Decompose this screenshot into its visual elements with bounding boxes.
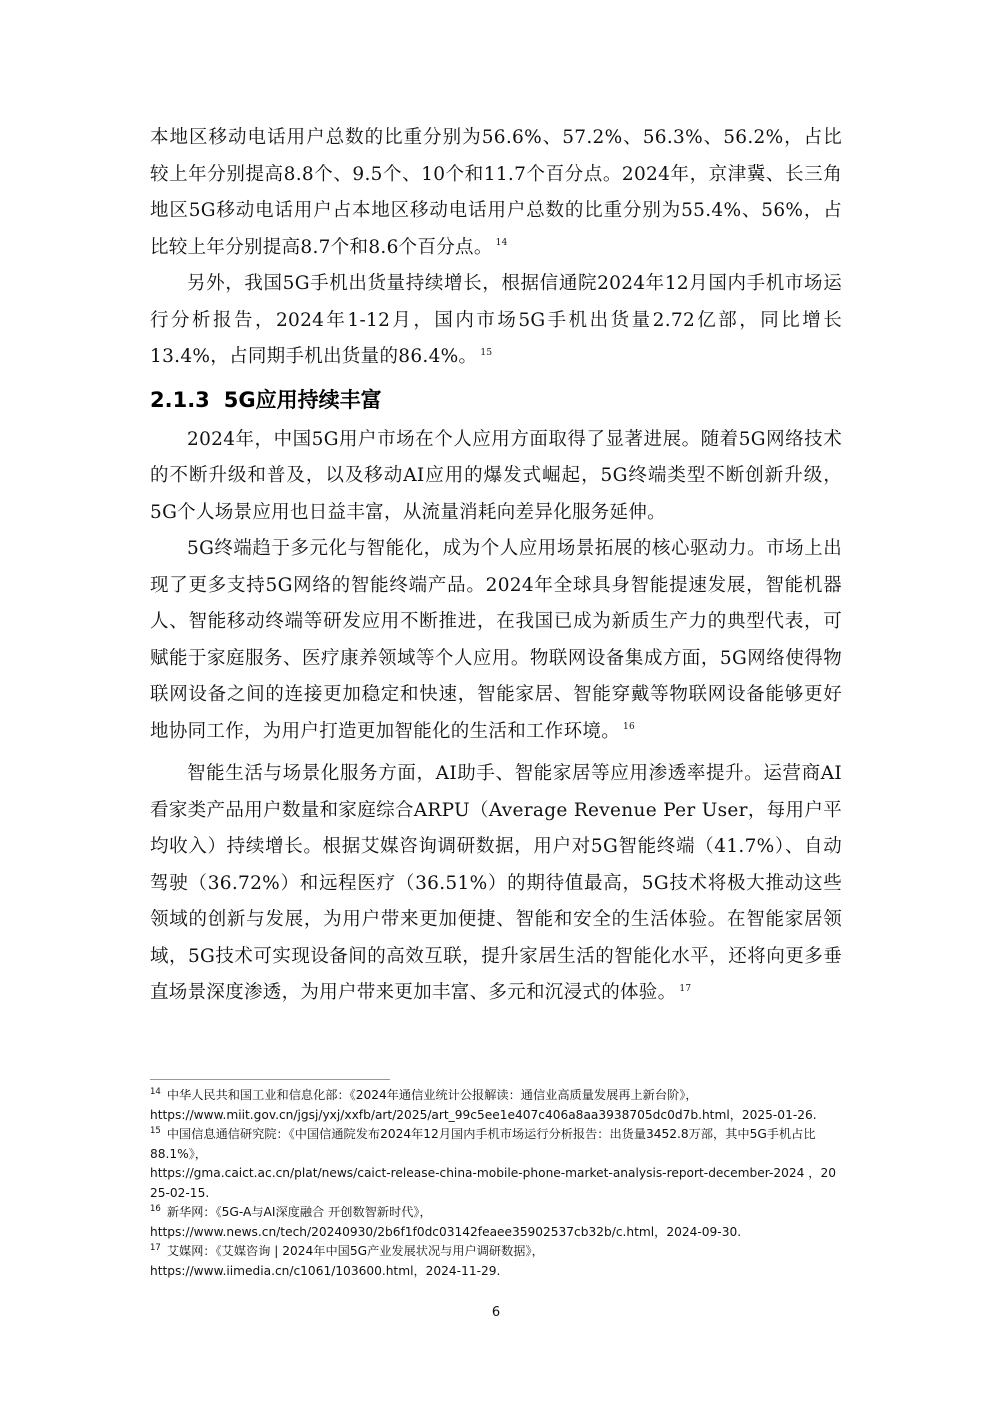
footnote-15: $^{15}$ 中国信息通信研究院：《中国信通院发布2024年12月国内手机市场运行分析报告：出货量3452.8万部，其中5G手机占比88.1%》， https://gma.caict.ac.cn/plat/news/caict-release-china-mobile-phone-market-analysis-report-december-2024 ，2025-02-15. — [150, 1125, 836, 1200]
footnote-ref-14[interactable]: 14 — [495, 238, 508, 249]
paragraph-4: 5G终端趋于多元化与智能化，成为个人应用场景拓展的核心驱动力。市场上出现了更多支持5G网络的智能终端产品。2024年全球具身智能提速发展，智能机器人、智能移动终端等研发应用不断推进，在我国已成为新质生产力的典型代表，可赋能于家庭服务、医疗康养领域等个人应用。物联网设备集成方面，5G网络使得物联网设备之间的连接更加稳定和快速，智能家居、智能穿戴等物联网设备能够更好地协同工作，为用户打造更加智能化的生活和工作环境。 $^{16}$ — [150, 538, 842, 742]
section-heading — [150, 382, 842, 418]
paragraph-2: 另外，我国5G手机出货量持续增长，根据信通院2024年12月国内手机市场运行分析报告，2024年1-12月，国内市场5G手机出货量2.72亿部，同比增长13.4%，占同期手机出货量的86.4%。 $^{15}$ — [150, 273, 842, 367]
page-number: 6 — [491, 1305, 501, 1320]
footnotes — [150, 1086, 842, 1281]
section-number: 2.1.3 — [150, 387, 210, 412]
footnote-link[interactable]: https://www.news.cn/tech/20240930/2b6f1f0dc03142feaee35902537cb32b/c.html，2024-09-30. — [150, 1224, 742, 1239]
footnote-link[interactable]: https://www.iimedia.cn/c1061/103600.html，2024-11-29. — [150, 1263, 501, 1278]
footnote-link[interactable]: https://www.miit.gov.cn/jgsj/yxj/xxfb/art/2025/art_99c5ee1e407c406a8aa3938705dc0d7b.html，2025-01-26. — [150, 1107, 817, 1122]
footnote-17: $^{17}$ 艾媒网：《艾媒咨询 | 2024年中国5G产业发展状况与用户调研数据》， https://www.iimedia.cn/c1061/103600.html，2024-11-29. — [150, 1242, 544, 1278]
footnote-ref-15[interactable]: 15 — [480, 347, 493, 358]
document-body — [150, 120, 842, 1012]
paragraph-5: 智能生活与场景化服务方面，AI助手、智能家居等应用渗透率提升。运营商AI看家类产品用户数量和家庭综合ARPU（Average Revenue Per User，每用户平均收入）持续增长。根据艾媒咨询调研数据，用户对5G智能终端（41.7%）、自动驾驶（36.72%）和远程医疗（36.51%）的期待值最高，5G技术将极大推动这些领域的创新与发展，为用户带来更加便捷、智能和安全的生活体验。在智能家居领域，5G技术可实现设备间的高效互联，提升家居生活的智能化水平，还将向更多垂直场景深度渗透，为用户带来更加丰富、多元和沉浸式的体验。 $^{17}$ — [150, 763, 842, 1003]
footnote-16: $^{16}$ 新华网：《5G-A与AI深度融合 开创数智新时代》， https://www.news.cn/tech/20240930/2b6f1f0dc03142feaee35902537cb32b/c.html，2024-09-30. — [150, 1203, 742, 1239]
footnote-separator — [150, 1079, 390, 1080]
footnote-14: $^{14}$ 中华人民共和国工业和信息化部：《2024年通信业统计公报解读：通信业高质量发展再上新台阶》， https://www.miit.gov.cn/jgsj/yxj/xxfb/art/2025/art_99c5ee1e407c406a8aa3938705dc0d7b.html，2025-01-26. — [150, 1086, 817, 1122]
footnote-link[interactable]: https://gma.caict.ac.cn/plat/news/caict-release-china-mobile-phone-market-analysis-report-december-2024 ，2025-02-15. — [150, 1166, 836, 1200]
paragraph-3: 2024年，中国5G用户市场在个人应用方面取得了显著进展。随着5G网络技术的不断升级和普及，以及移动AI应用的爆发式崛起，5G终端类型不断创新升级，5G个人场景应用也日益丰富，从流量消耗向差异化服务延伸。 — [150, 428, 842, 523]
section-title: 5G应用持续丰富 — [223, 387, 382, 412]
footnote-ref-17[interactable]: 17 — [679, 983, 692, 994]
paragraph-1: 本地区移动电话用户总数的比重分别为56.6%、57.2%、56.3%、56.2%，占比较上年分别提高8.8个、9.5个、10个和11.7个百分点。2024年，京津冀、长三角地区5G移动电话用户占本地区移动电话用户总数的比重分别为55.4%、56%，占比较上年分别提高8.7个和8.6个百分点。 $^{14}$ — [150, 127, 842, 258]
footnote-ref-16[interactable]: 16 — [623, 722, 636, 733]
